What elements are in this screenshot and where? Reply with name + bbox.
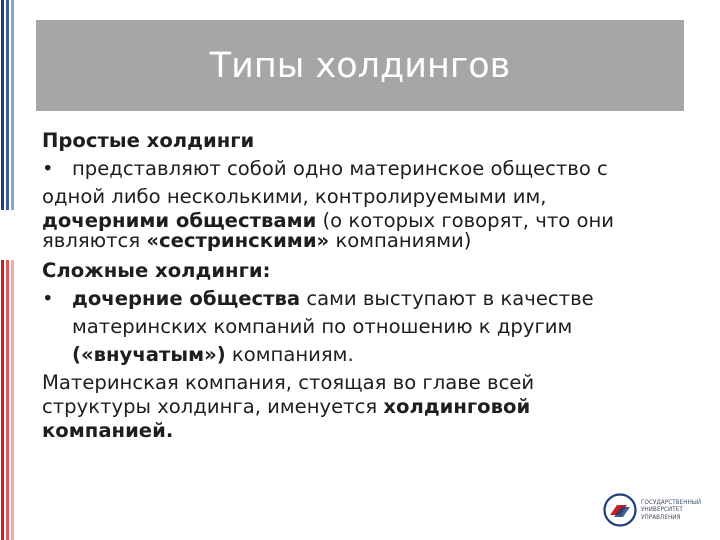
sister-term: «сестринскими» bbox=[146, 229, 330, 252]
title-bar bbox=[36, 20, 684, 111]
stripe-band bbox=[6, 260, 9, 540]
complex-holdings-heading: Сложные холдинги: bbox=[42, 259, 271, 282]
left-decorative-stripes bbox=[0, 0, 16, 540]
red-stripe-group bbox=[0, 260, 16, 540]
simple-line-3 bbox=[42, 211, 682, 231]
stripe-band bbox=[1, 0, 4, 210]
subsidiaries-term: дочерними обществами bbox=[42, 209, 317, 232]
stripe-band bbox=[6, 0, 9, 210]
logo-line-2: УНИВЕРСИТЕТ bbox=[641, 506, 683, 514]
complex-line-3-rest: компаниям. bbox=[225, 343, 354, 366]
simple-line-2: одной либо несколькими, контролируемыми им, bbox=[42, 185, 547, 208]
stripe-band bbox=[11, 260, 14, 540]
slide-title: Типы холдингов bbox=[209, 45, 511, 86]
complex-bullet-line-1 bbox=[72, 285, 594, 313]
stripe-band bbox=[1, 260, 4, 540]
simple-holdings-heading: Простые холдинги bbox=[42, 129, 255, 152]
granddaughter-term: («внучатым») bbox=[72, 343, 226, 366]
simple-line-4 bbox=[42, 231, 682, 251]
logo-line-3: УПРАВЛЕНИЯ bbox=[641, 513, 681, 521]
closing-line-2-pre: структуры холдинга, именуется bbox=[42, 395, 384, 418]
bullet-marker: • bbox=[42, 157, 54, 180]
closing-line-1: Материнская компания, стоящая во главе всей bbox=[42, 371, 535, 394]
closing-line-3 bbox=[42, 417, 682, 445]
logo-line-1: ГОСУДАРСТВЕННЫЙ bbox=[641, 498, 702, 506]
slide-content bbox=[42, 127, 682, 445]
subsidiaries-term: дочерние общества bbox=[72, 287, 301, 310]
simple-line-4-rest: компаниями) bbox=[329, 229, 472, 252]
simple-line-4-pre: являются bbox=[42, 229, 147, 252]
complex-line-3 bbox=[42, 341, 682, 369]
stripe-band bbox=[11, 0, 14, 210]
bullet-item bbox=[42, 155, 682, 183]
complex-bullet-rest: сами выступают в качестве bbox=[300, 287, 594, 310]
simple-bullet-text: представляют собой одно материнское общество с bbox=[72, 157, 608, 180]
complex-line-2: материнских компаний по отношению к другим bbox=[72, 315, 573, 338]
logo-text bbox=[641, 499, 701, 521]
simple-line-3-rest: (о которых говорят, что они bbox=[316, 209, 615, 232]
bullet-marker: • bbox=[42, 287, 54, 310]
university-logo bbox=[603, 490, 713, 530]
holding-term: холдинговой bbox=[383, 395, 531, 418]
university-emblem-icon bbox=[603, 493, 637, 527]
company-term: компанией. bbox=[42, 419, 174, 442]
bullet-item bbox=[42, 285, 682, 313]
closing-line-2 bbox=[42, 397, 682, 417]
blue-stripe-group bbox=[0, 0, 16, 210]
